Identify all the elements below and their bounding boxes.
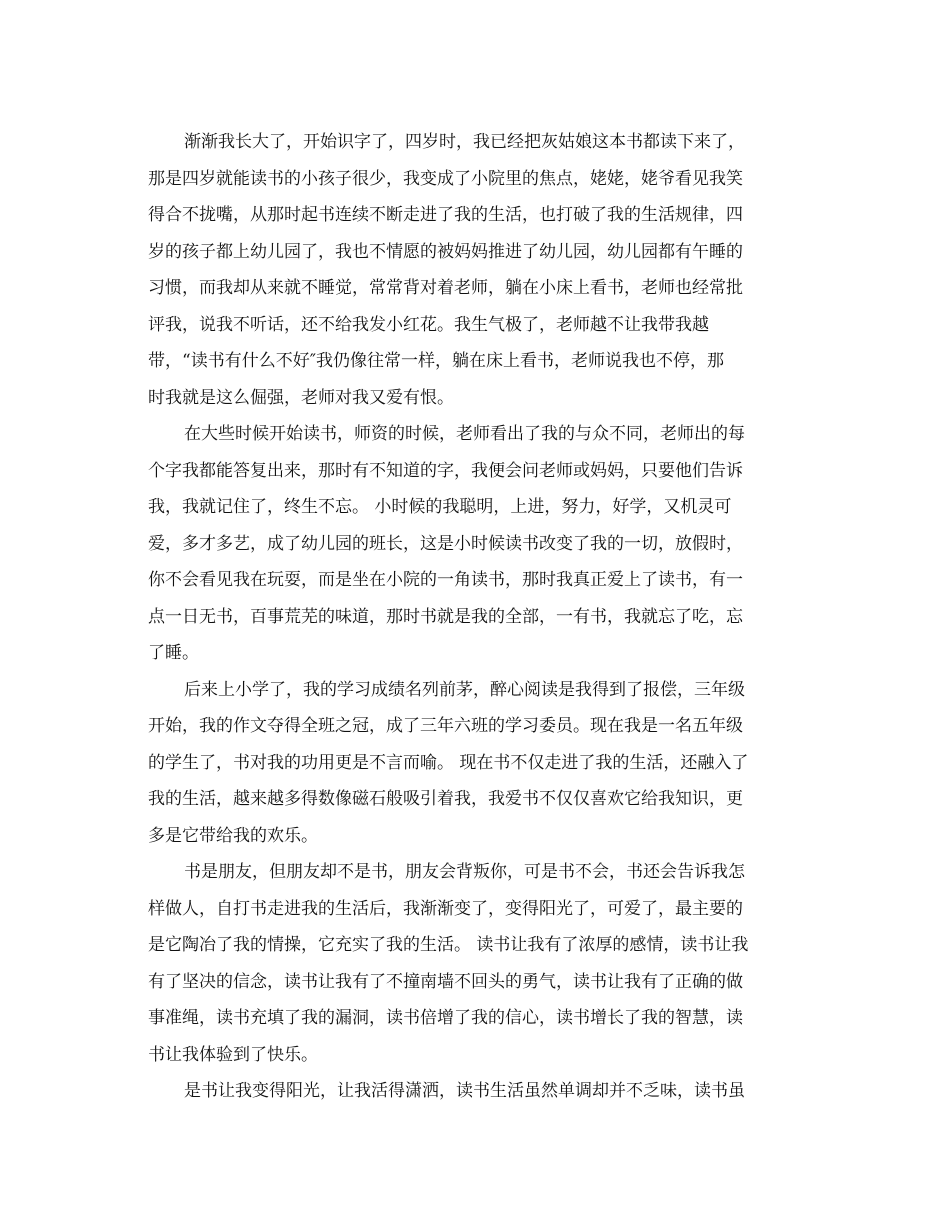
- text-line: 你不会看见我在玩耍，而是坐在小院的一角读书，那时我真正爱上了读书，有一: [148, 570, 743, 590]
- text-line: 是书让我变得阳光，让我活得潇洒，读书生活虽然单调却并不乏味，读书虽: [184, 1081, 745, 1101]
- text-line: 那是四岁就能读书的小孩子很少，我变成了小院里的焦点，姥姥，姥爷看见我笑: [148, 168, 743, 189]
- text-line: 书是朋友，但朋友却不是书，朋友会背叛你，可是书不会，书还会告诉我怎: [184, 862, 745, 882]
- text-line: 时我就是这么倔强，老师对我又爱有恨。: [148, 387, 454, 408]
- text-line: 个字我都能答复出来，那时有不知道的字，我便会问老师或妈妈，只要他们告诉: [148, 460, 743, 481]
- text-line: 爱，多才多艺，成了幼儿园的班长，这是小时候读书改变了我的一切，放假时，: [148, 533, 743, 554]
- text-line: 的学生了，书对我的功用更是不言而喻。 现在书不仅走进了我的生活，还融入了: [148, 752, 749, 773]
- text-line: 渐渐我长大了，开始识字了，四岁时，我已经把灰姑娘这本书都读下来了，: [184, 132, 745, 152]
- text-line: 在大些时候开始读书，师资的时候，老师看出了我的与众不同，老师出的每: [184, 424, 745, 444]
- text-line: 事准绳，读书充填了我的漏洞，读书倍增了我的信心，读书增长了我的智慧，读: [148, 1008, 743, 1028]
- text-line: 我，我就记住了，终生不忘。 小时候的我聪明，上进，努力，好学，又机灵可: [148, 497, 732, 517]
- text-line: 岁的孩子都上幼儿园了，我也不情愿的被妈妈推进了幼儿园，幼儿园都有午睡的: [148, 241, 743, 262]
- text-line: 习惯，而我却从来就不睡觉，常常背对着老师，躺在小床上看书，老师也经常批: [148, 278, 743, 298]
- text-line: 评我，说我不听话，还不给我发小红花。我生气极了，老师越不让我带我越: [148, 314, 709, 335]
- text-line: 了睡。: [148, 643, 199, 663]
- document-page: [148, 124, 808, 1110]
- text-line: 我的生活，越来越多得数像磁石般吸引着我，我爱书不仅仅喜欢它给我知识，更: [148, 789, 743, 809]
- text-line: 后来上小学了，我的学习成绩名列前茅，醉心阅读是我得到了报偿，三年级: [184, 679, 745, 700]
- text-line: 多是它带给我的欢乐。: [148, 825, 318, 846]
- text-line: 点一日无书，百事荒芜的味道，那时书就是我的全部，一有书，我就忘了吃，忘: [148, 606, 743, 627]
- text-line: 带，“读书有什么不好″我仍像往常一样，躺在床上看书，老师说我也不停，那: [148, 351, 725, 371]
- text-line: 是它陶冶了我的情操，它充实了我的生活。 读书让我有了浓厚的感情，读书让我: [148, 935, 749, 955]
- text-line: 开始，我的作文夺得全班之冠，成了三年六班的学习委员。现在我是一名五年级: [148, 716, 743, 736]
- text-line: 有了坚决的信念，读书让我有了不撞南墙不回头的勇气，读书让我有了正确的做: [148, 971, 743, 992]
- text-line: 得合不拢嘴，从那时起书连续不断走进了我的生活，也打破了我的生活规律，四: [148, 205, 743, 225]
- text-line: 样做人，自打书走进我的生活后，我渐渐变了，变得阳光了，可爱了，最主要的: [148, 898, 743, 919]
- text-line: 书让我体验到了快乐。: [148, 1044, 318, 1065]
